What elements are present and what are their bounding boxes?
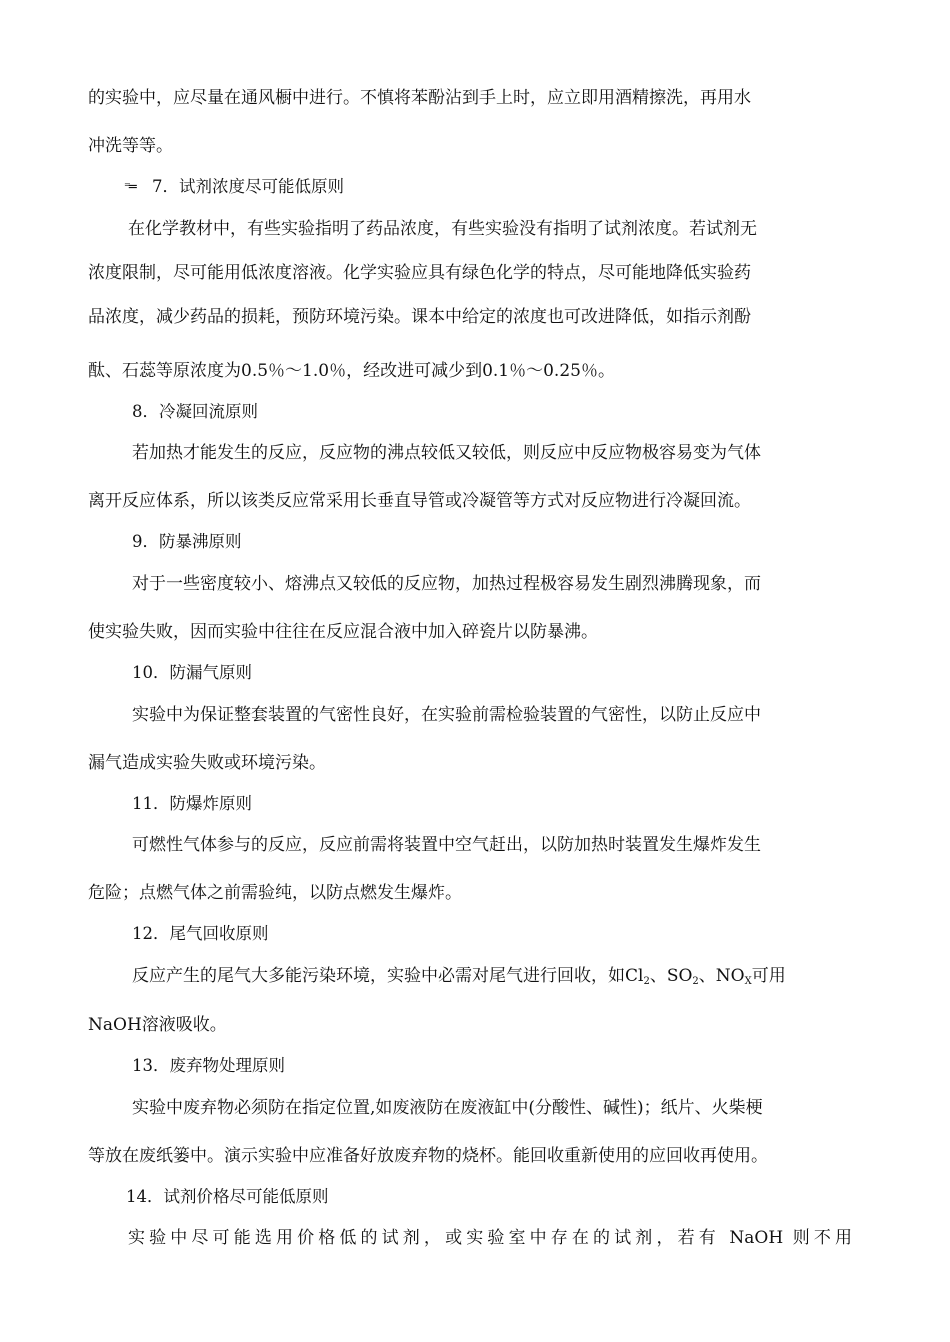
section-heading-13: 13．废弃物处理原则 [132,1056,285,1075]
section-heading-9: 9．防暴沸原则 [132,532,242,551]
paragraph-line: 冲洗等等。 [88,136,173,156]
paragraph-line: 实验中尽可能选用价格低的试剂，或实验室中存在的试剂，若有 NaOH 则不用 [128,1228,852,1248]
list-marker: ⁼═ [124,179,135,195]
paragraph-line: 实验中废弃物必须防在指定位置,如废液防在废液缸中(分酸性、碱性)；纸片、火柴梗 [132,1098,763,1118]
paragraph-line: 若加热才能发生的反应，反应物的沸点较低又较低，则反应中反应物极容易变为气体 [132,443,761,463]
paragraph-line: 酞、石蕊等原浓度为0.5％～1.0％，经改进可减少到0.1％～0.25％。 [88,361,615,381]
paragraph-line: 危险；点燃气体之前需验纯，以防点燃发生爆炸。 [88,883,462,903]
paragraph-line: 在化学教材中，有些实验指明了药品浓度，有些实验没有指明了试剂浓度。若试剂无 [128,219,757,239]
paragraph-line: 等放在废纸篓中。演示实验中应准备好放废弃物的烧杯。能回收重新使用的应回收再使用。 [88,1146,768,1166]
paragraph-line-chemical-formulas: 反应产生的尾气大多能污染环境，实验中必需对尾气进行回收，如$Cl_2$、$SO_2$、$NO_X$可用 [132,966,786,987]
paragraph-line: 品浓度，减少药品的损耗，预防环境污染。课本中给定的浓度也可改进降低，如指示剂酚 [88,307,751,327]
paragraph-line: 漏气造成实验失败或环境污染。 [88,753,326,773]
paragraph-line: 实验中为保证整套装置的气密性良好，在实验前需检验装置的气密性，以防止反应中 [132,705,761,725]
section-heading-11: 11．防爆炸原则 [132,794,252,813]
heading-text: 7．试剂浓度尽可能低原则 [152,177,344,196]
section-heading-14: 14．试剂价格尽可能低原则 [126,1187,329,1206]
paragraph-line: NaOH溶液吸收。 [88,1015,227,1035]
paragraph-line: 使实验失败，因而实验中往往在反应混合液中加入碎瓷片以防暴沸。 [88,622,598,642]
paragraph-line: 对于一些密度较小、熔沸点又较低的反应物，加热过程极容易发生剧烈沸腾现象，而 [132,574,761,594]
section-heading-8: 8．冷凝回流原则 [132,402,258,421]
section-heading-10: 10．防漏气原则 [132,663,252,682]
paragraph-line: 离开反应体系，所以该类反应常采用长垂直导管或冷凝管等方式对反应物进行冷凝回流。 [88,491,751,511]
section-heading-12: 12．尾气回收原则 [132,924,269,943]
paragraph-line: 浓度限制，尽可能用低浓度溶液。化学实验应具有绿色化学的特点，尽可能地降低实验药 [88,263,751,283]
section-heading-7 [0,175,950,200]
paragraph-line: 的实验中，应尽量在通风橱中进行。不慎将苯酚沾到手上时，应立即用酒精擦洗，再用水 [88,88,751,108]
paragraph-line: 可燃性气体参与的反应，反应前需将装置中空气赶出，以防加热时装置发生爆炸发生 [132,835,761,855]
